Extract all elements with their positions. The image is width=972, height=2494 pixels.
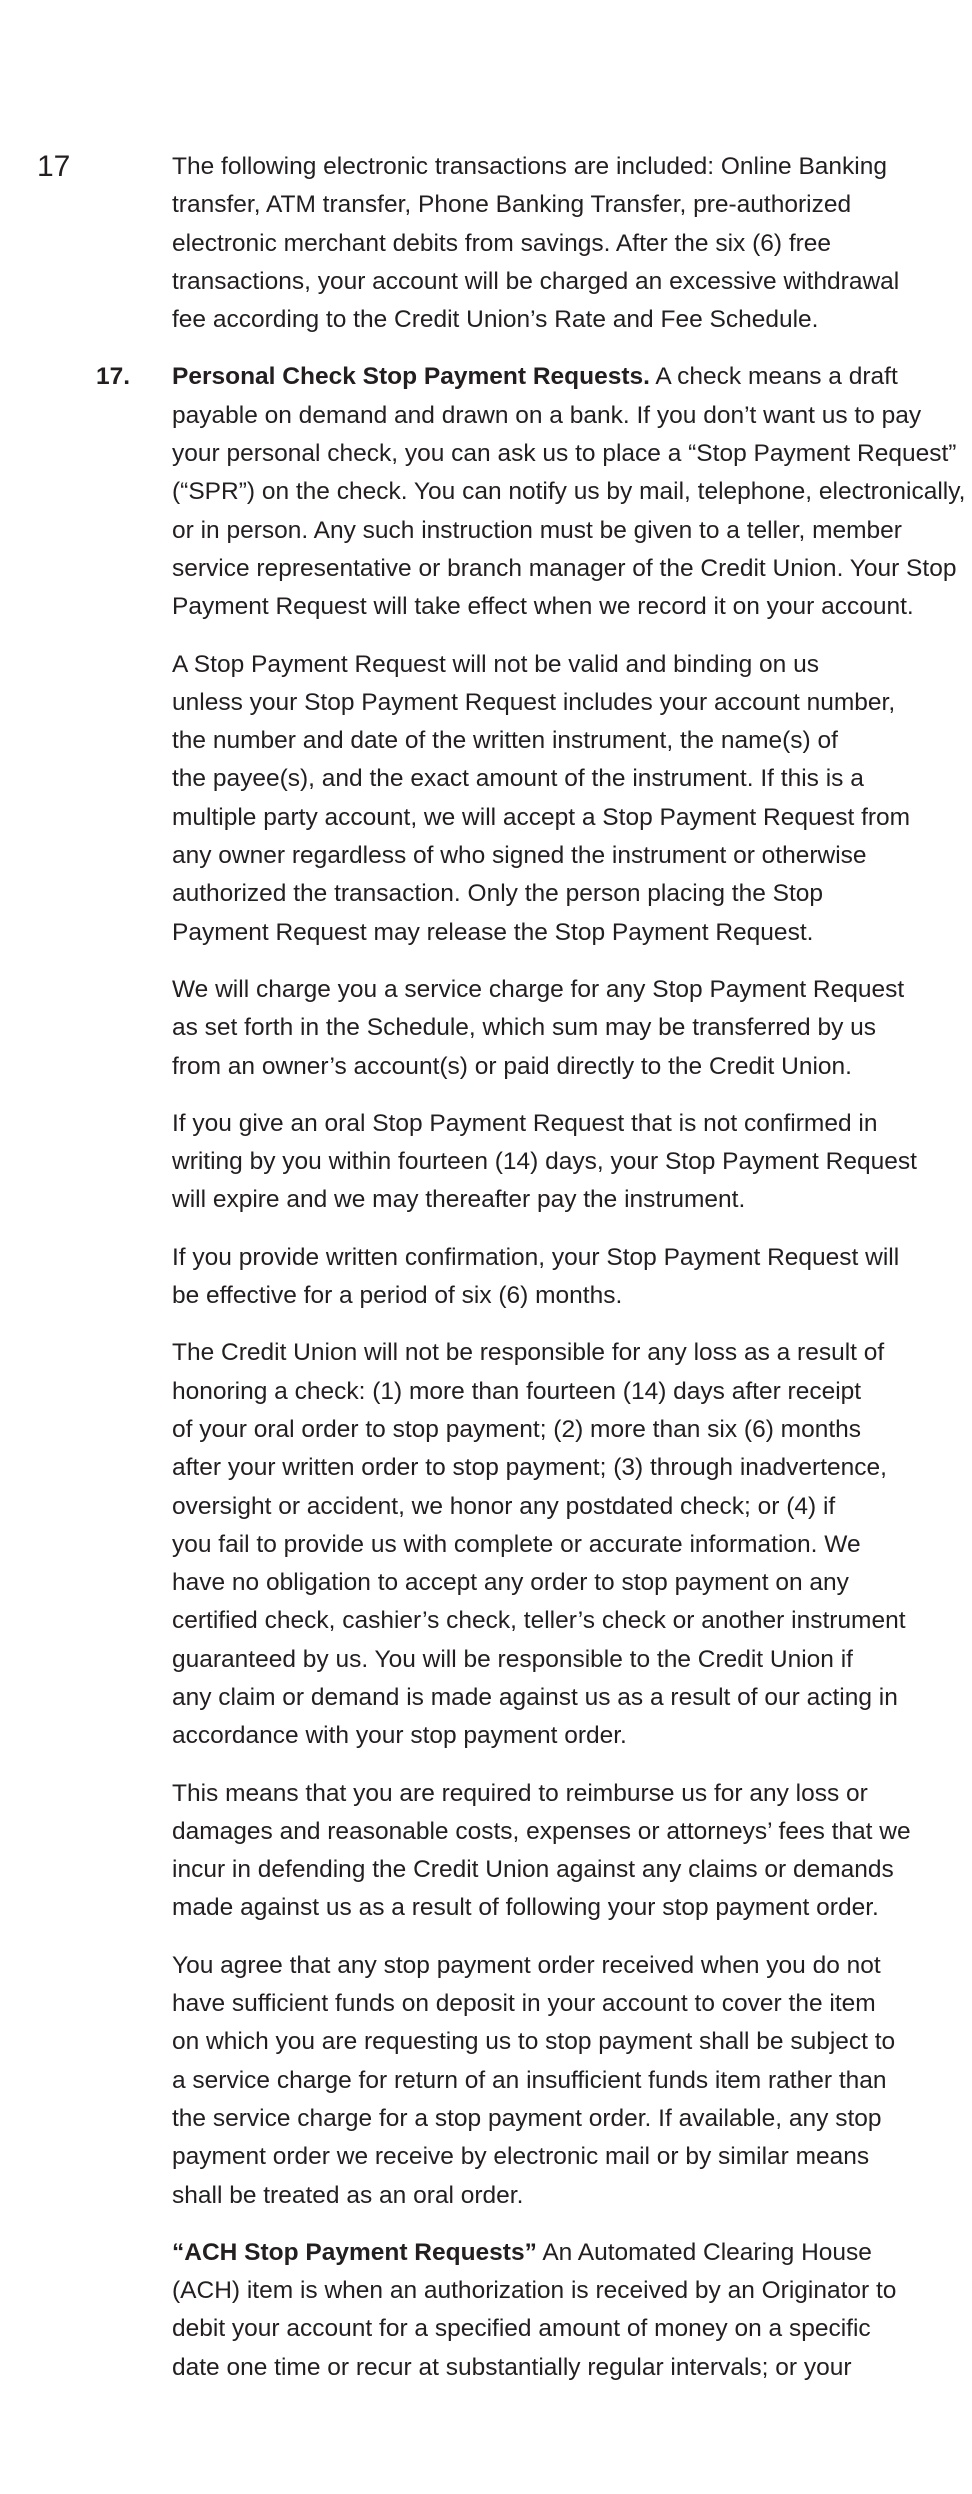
text-fragment: A check means a draft [649,363,898,391]
section-17-paragraph-liability [172,1334,907,1755]
text-line: any claim or demand is made against us as a result of our acting in [172,1683,898,1711]
section-17-ach-paragraph [172,2234,907,2387]
text-line: This means that you are required to reimburse us for any loss or [172,1779,868,1807]
text-fragment: An Automated Clearing House [536,2238,872,2266]
text-line: your personal check, you can ask us to place a “Stop Payment Request” [172,440,957,468]
text-line: the number and date of the written instrument, the name(s) of [172,727,838,755]
text-line: be effective for a period of six (6) months. [172,1282,623,1310]
section-17-paragraph-validity [172,646,911,952]
section-number: 17. [96,363,131,391]
text-line: incur in defending the Credit Union against any claims or demands [172,1856,894,1884]
text-line: fee according to the Credit Union’s Rate and Fee Schedule. [172,306,819,334]
text-line: made against us as a result of following your stop payment order. [172,1894,879,1922]
text-line: the service charge for a stop payment order. If available, any stop [172,2104,882,2132]
section-17-paragraph-insufficient-funds [172,1947,907,2215]
text-line: on which you are requesting us to stop payment shall be subject to [172,2028,896,2056]
text-line: date one time or recur at substantially regular intervals; or your [172,2353,852,2381]
text-line: If you provide written confirmation, your Stop Payment Request will [172,1243,900,1271]
text-line: have no obligation to accept any order to stop payment on any [172,1569,849,1597]
text-line: or in person. Any such instruction must be given to a teller, member [172,516,902,544]
text-line [172,358,907,396]
text-line [172,2234,907,2272]
text-line: Payment Request will take effect when we record it on your account. [172,593,914,621]
section-17-paragraph-service-charge [172,971,907,1086]
text-line: Payment Request may release the Stop Payment Request. [172,918,814,946]
section-17-first-paragraph [172,358,966,626]
text-line: A Stop Payment Request will not be valid and binding on us [172,650,819,678]
text-line: payment order we receive by electronic mail or by similar means [172,2143,870,2171]
text-line: accordance with your stop payment order. [172,1722,627,1750]
text-line: (“SPR”) on the check. You can notify us by mail, telephone, electronically, [172,478,966,506]
text-line: from an owner’s account(s) or paid directly to the Credit Union. [172,1052,852,1080]
text-line: transfer, ATM transfer, Phone Banking Transfer, pre-authorized [172,191,852,219]
text-line: writing by you within fourteen (14) days, your Stop Payment Request [172,1148,917,1176]
text-line: honoring a check: (1) more than fourteen (14) days after receipt [172,1377,862,1405]
text-line: payable on demand and drawn on a bank. If you don’t want us to pay [172,401,922,429]
section-heading: Personal Check Stop Payment Requests. [172,363,650,391]
text-line: multiple party account, we will accept a Stop Payment Request from [172,803,911,831]
text-line: any owner regardless of who signed the instrument or otherwise [172,842,867,870]
text-line: shall be treated as an oral order. [172,2181,524,2209]
text-line: unless your Stop Payment Request includes your account number, [172,688,896,716]
text-line: will expire and we may thereafter pay the instrument. [172,1186,746,1214]
text-line: certified check, cashier’s check, teller’s check or another instrument [172,1607,906,1635]
intro-paragraph [172,148,907,339]
text-line: you fail to provide us with complete or accurate information. We [172,1530,861,1558]
text-line: electronic merchant debits from savings. After the six (6) free [172,229,832,257]
text-line: of your oral order to stop payment; (2) more than six (6) months [172,1415,862,1443]
text-line: damages and reasonable costs, expenses or attorneys’ fees that we [172,1817,911,1845]
text-line: have sufficient funds on deposit in your account to cover the item [172,1990,876,2018]
section-17-paragraph-written-confirmation [172,1239,907,1316]
document-body [96,148,966,2406]
text-line: If you give an oral Stop Payment Request that is not confirmed in [172,1109,878,1137]
text-line: The following electronic transactions are included: Online Banking [172,153,887,180]
text-line: oversight or accident, we honor any postdated check; or (4) if [172,1492,836,1520]
text-line: debit your account for a specified amount of money on a specific [172,2315,871,2343]
text-line: after your written order to stop payment; (3) through inadvertence, [172,1454,887,1482]
text-line: the payee(s), and the exact amount of the instrument. If this is a [172,765,864,793]
section-17-paragraph-reimburse [172,1775,911,1928]
text-line: as set forth in the Schedule, which sum may be transferred by us [172,1014,877,1042]
section-17-paragraph-oral-request [172,1105,917,1220]
section-17 [96,358,966,2387]
page-number: 17 [37,150,71,183]
text-line: You agree that any stop payment order received when you do not [172,1951,881,1979]
text-line: service representative or branch manager of the Credit Union. Your Stop [172,554,957,582]
text-line: transactions, your account will be charged an excessive withdrawal [172,267,900,295]
text-line: a service charge for return of an insufficient funds item rather than [172,2066,887,2094]
text-line: (ACH) item is when an authorization is received by an Originator to [172,2277,897,2305]
text-line: The Credit Union will not be responsible for any loss as a result of [172,1339,885,1367]
text-line: authorized the transaction. Only the person placing the Stop [172,880,824,908]
ach-heading: “ACH Stop Payment Requests” [172,2238,537,2266]
text-line: We will charge you a service charge for any Stop Payment Request [172,975,905,1003]
text-line: guaranteed by us. You will be responsible to the Credit Union if [172,1645,853,1673]
